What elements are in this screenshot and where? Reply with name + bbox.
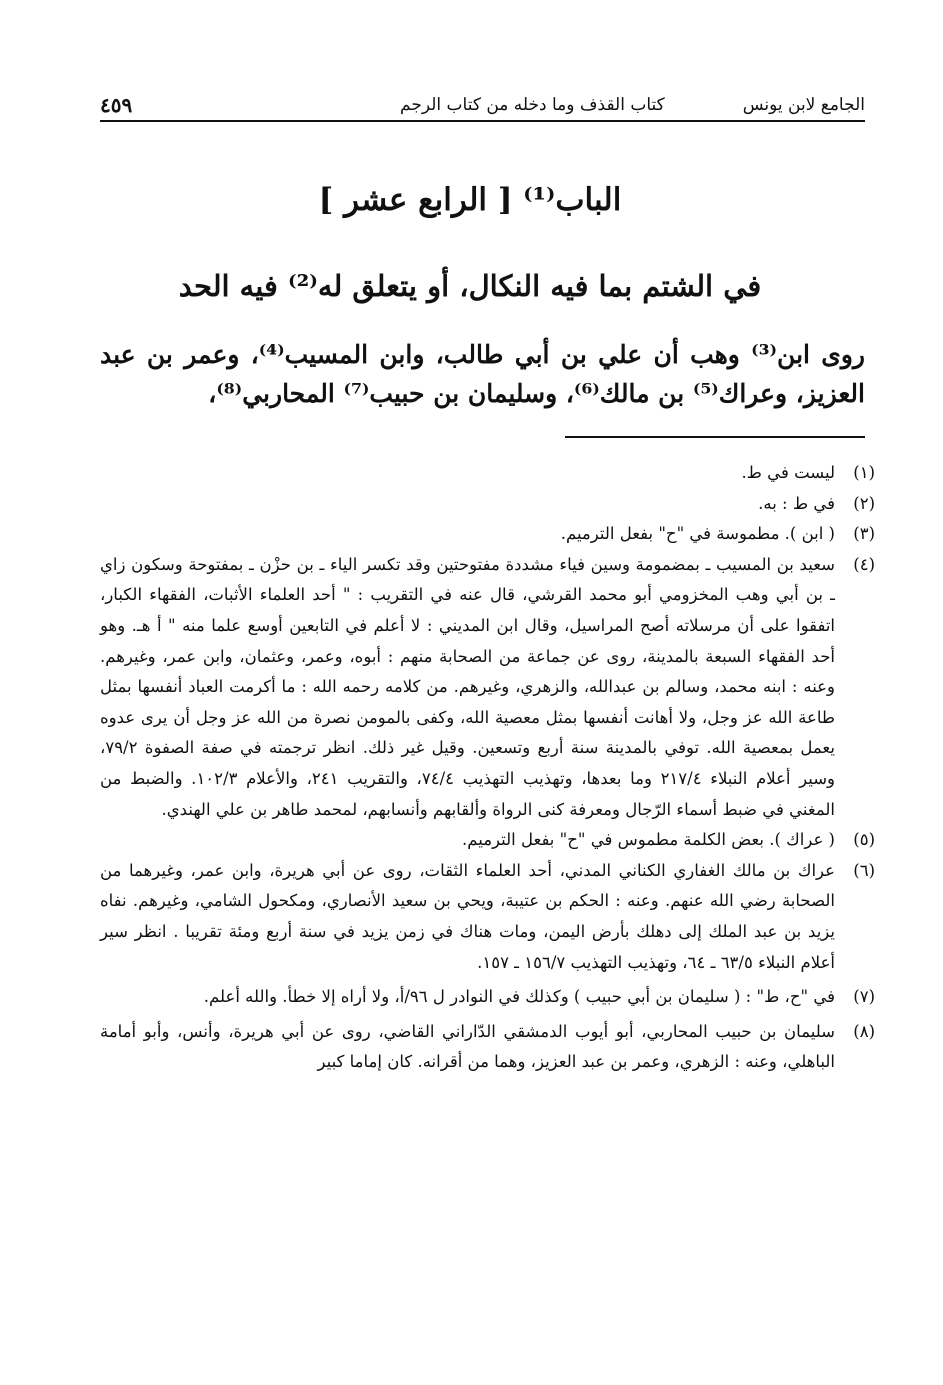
footnote-text: ( عراك ). بعض الكلمة مطموس في "ح" بفعل الترميم. [462,830,835,850]
footnote-divider [565,436,865,438]
footnote-text: في "ح، ط" : ( سليمان بن أبي حبيب ) وكذلك في النوادر ل ٩٦/أ، ولا أراه إلا خطأ. والله أعلم. [203,987,835,1007]
header-book-title: الجامع لابن يونس [742,95,865,115]
footnote-number: (٧) [853,987,875,1007]
footnote-text: ليست في ط. [741,463,835,482]
footnote-number: (٨) [853,1021,875,1041]
footnote-text: سليمان بن حبيب المحاربي، أبو أيوب الدمشقي الدّاراني القاضي، روى عن أبي هريرة، وأنس، وأبو أمامة الباهلي، وعنه : الزهري، وعمر بن عبد العزيز، وهما من أقرانه. كان إماما كبير [100,1021,835,1072]
footnotes [100,458,875,1078]
footnote-text: سعيد بن المسيب ـ بمضمومة وسين فياء مشددة مفتوحتين وقد تكسر الياء ـ بن حزْن ـ بمفتوحة وسكون زاي ـ بن أبي وهب المخزومي أبو محمد القرشي، قال عنه في التقريب : " أحد العلماء الأثبات، الفقهاء الكبار، اتفقوا على أن مرسلاته أصح المراسيل، وقال ابن المديني : لا أعلم في التابعين أوسع علما منه " أ هـ. وهو أحد الفقهاء السبعة بالمدينة، روى عن جماعة من الصحابة منهم : أبوه، وعمر، وعثمان، وابن عمر، وغيرهم. وعنه : ابنه محمد، وسالم بن عبدالله، والزهري، وغيرهم. من كلامه رحمه الله : ما أكرمت العباد أنفسها بمثل طاعة الله عز وجل، ولا أهانت أنفسها بمثل معصية الله، وكفى بالمومن نصرة من الله عز وجل أن يرى عدوه يعمل بمعصية الله. توفي بالمدينة سنة أربع وتسعين. وقيل غير ذلك. انظر ترجمته في صفة الصفوة ٧٩/٢، وسير أعلام النبلاء ٢١٧/٤ وما بعدها، وتهذيب التهذيب ٧٤/٤، والتقريب ٢٤١، والأعلام ١٠٢/٣. والضبط من المغني في ضبط أسماء الرّجال ومعرفة كنى الرواة وألقابهم وأنسابهم، لمحمد طاهر بن علي الهندي. [100,554,835,819]
footnote-text: عراك بن مالك الغفاري الكناني المدني، أحد العلماء الثقات، روى عن أبي هريرة، وابن عمر، وغيرهما من الصحابة رضي الله عنهم. وعنه : الحكم بن عتيبة، ويحي بن سعيد الأنصاري، ومكحول الشامي، وغيرهم. نفاه يزيد بن عبد الملك إلى دهلك بأرض اليمن، ومات هناك في زمن يزيد في سنة أربع ومئة تقريبا . انظر سير أعلام النبلاء ٦٣/٥ ـ ٦٤، وتهذيب التهذيب ١٥٦/٧ ـ ١٥٧. [100,860,835,972]
chapter-subtitle: في الشتم بما فيه النكال، أو يتعلق له⁽²⁾ فيه الحد [178,269,762,303]
running-header [100,92,865,122]
chapter-heading: الباب⁽¹⁾ [ الرابع عشر ] [318,182,622,218]
footnote-number: (٥) [853,830,875,850]
page-number: ٤٥٩ [100,93,133,117]
footnote [100,982,875,1013]
footnote-number: (٦) [853,860,875,880]
footnote-number: (٢) [853,493,875,513]
footnote [100,519,875,550]
footnote-number: (١) [853,463,875,482]
footnote [100,550,875,825]
footnote [100,1017,875,1078]
footnote [100,458,875,489]
footnote [100,489,875,520]
header-chapter-title: كتاب القذف وما دخله من كتاب الرجم [400,95,665,115]
footnote [100,825,875,856]
footnote-number: (٤) [853,554,875,574]
body-text: روى ابن⁽³⁾ وهب أن علي بن أبي طالب، وابن المسيب⁽⁴⁾، وعمر بن عبد العزيز، وعراك⁽⁵⁾ بن مالك⁽⁶⁾، وسليمان بن حبيب⁽⁷⁾ المحاربي⁽⁸⁾، [100,340,865,408]
footnote [100,856,875,978]
footnote-number: (٣) [853,524,875,544]
footnote-text: في ط : به. [758,493,835,513]
footnote-text: ( ابن ). مطموسة في "ح" بفعل الترميم. [560,524,835,544]
